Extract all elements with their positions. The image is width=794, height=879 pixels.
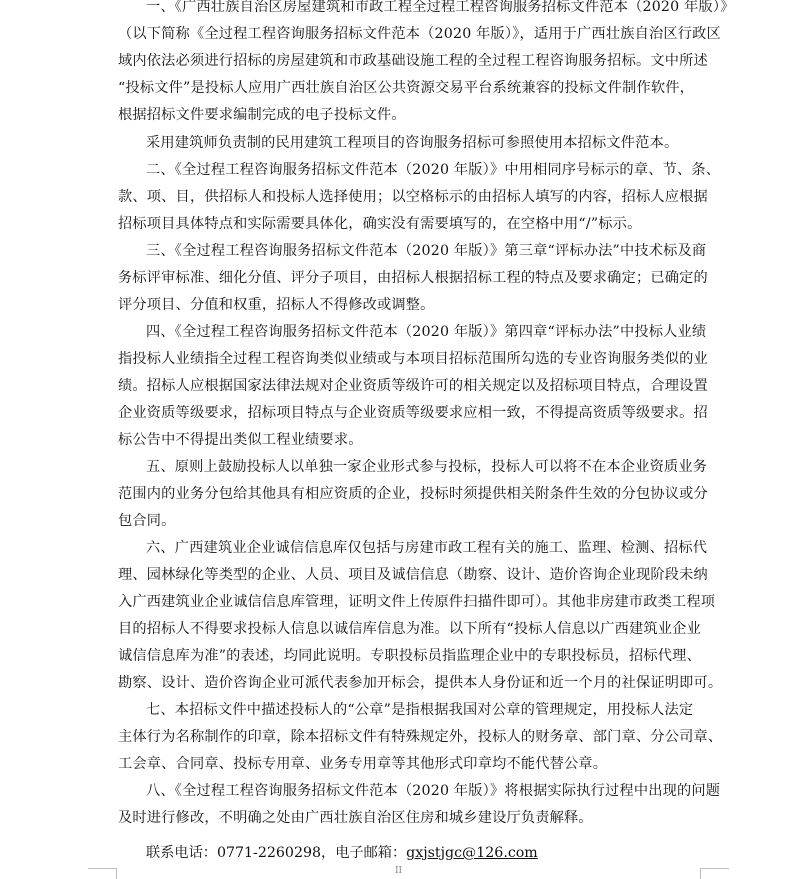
- text-line: 款、项、目，供招标人和投标人选择使用；以空格标示的由招标人填写的内容，招标人应根据: [118, 189, 708, 205]
- text-line: （以下简称《全过程工程咨询服务招标文件范本（2020 年版）》，适用于广西壮族自治区行政区: [118, 26, 721, 42]
- text-line: 目的招标人不得要求投标人信息以诚信库信息为准。以下所有“投标人信息以广西建筑业企业: [118, 621, 701, 637]
- text-line: 五、原则上鼓励投标人以单独一家企业形式参与投标，投标人可以将不在本企业资质业务: [146, 459, 708, 475]
- text-line: 四、《全过程工程咨询服务招标文件范本（2020 年版）》第四章“评标办法”中投标人业绩: [146, 324, 707, 340]
- paragraph-2: [118, 130, 698, 157]
- text-line: 企业资质等级要求，招标项目特点与企业资质等级要求应相一致，不得提高资质等级要求。招: [118, 405, 708, 421]
- text-line: 工会章、合同章、投标专用章、业务专用章等其他形式印章均不能代替公章。: [118, 756, 608, 772]
- text-line: 七、本招标文件中描述投标人的“公章”是指根据我国对公章的管理规定，用投标人法定: [146, 702, 694, 718]
- text-line: 诚信信息库为准”的表述，均同此说明。专职投标员指监理企业中的专职投标员，招标代理、: [118, 648, 701, 664]
- text-line: 二、《全过程工程咨询服务招标文件范本（2020 年版）》中用相同序号标示的章、节、条、: [146, 162, 721, 178]
- contact-phone-label: 联系电话：0771-2260298，电子邮箱：: [146, 845, 407, 861]
- text-line: 主体行为名称制作的印章，除本招标文件有特殊规定外，投标人的财务章、部门章、分公司章、: [118, 729, 723, 745]
- text-line: “投标文件”是投标人应用广西壮族自治区公共资源交易平台系统兼容的投标文件制作软件，: [118, 80, 695, 96]
- text-line: 务标评审标准、细化分值、评分子项目，由招标人根据招标工程的特点及要求确定；已确定的: [118, 270, 708, 286]
- text-line: 域内依法必须进行招标的房屋建筑和市政基础设施工程的全过程工程咨询服务招标。文中所述: [118, 53, 708, 69]
- text-line: 入广西建筑业企业诚信信息库管理，证明文件上传原件扫描件即可）。其他非房建市政类工程项: [118, 594, 716, 610]
- text-line: 招标项目具体特点和实际需要具体化，确实没有需要填写的，在空格中用“/”标示。: [118, 216, 642, 232]
- text-line: 包合同。: [118, 513, 176, 529]
- text-line: 一、《广西壮族自治区房屋建筑和市政工程全过程工程咨询服务招标文件范本（2020 年版）》: [146, 0, 735, 15]
- text-line: 绩。招标人应根据国家法律法规对企业资质等级许可的相关规定以及招标项目特点，合理设置: [118, 378, 708, 394]
- paragraph-4: [118, 238, 708, 319]
- text-line: 八、《全过程工程咨询服务招标文件范本（2020 年版）》将根据实际执行过程中出现的问题: [146, 783, 721, 799]
- page-corner-mark-right: [700, 868, 729, 879]
- text-line: 标公告中不得提出类似工程业绩要求。: [118, 432, 363, 448]
- text-line: 六、广西建筑业企业诚信信息库仅包括与房建市政工程有关的施工、监理、检测、招标代: [146, 540, 708, 556]
- text-line: 评分项目、分值和权重，招标人不得修改或调整。: [118, 297, 435, 313]
- text-line: 理、园林绿化等类型的企业、人员、项目及诚信信息（勘察、设计、造价咨询企业现阶段未纳: [118, 567, 708, 583]
- paragraph-8: [118, 697, 723, 778]
- paragraph-1: [118, 0, 735, 129]
- paragraph-7: [118, 535, 723, 697]
- paragraph-5: [118, 319, 708, 454]
- paragraph-9: [118, 778, 721, 832]
- contact-info: [146, 840, 538, 867]
- page-footer-mark: II: [395, 866, 403, 876]
- text-line: 采用建筑师负责制的民用建筑工程项目的咨询服务招标可参照使用本招标文件范本。: [146, 135, 679, 151]
- paragraph-6: [118, 454, 708, 535]
- text-line: 及时进行修改，不明确之处由广西壮族自治区住房和城乡建设厅负责解释。: [118, 810, 593, 826]
- paragraph-3: [118, 157, 721, 238]
- text-line: 指投标人业绩指全过程工程咨询类似业绩或与本项目招标范围所勾选的专业咨询服务类似的业: [118, 351, 708, 367]
- text-line: 三、《全过程工程咨询服务招标文件范本（2020 年版）》第三章“评标办法”中技术标及商: [146, 243, 707, 259]
- email-link[interactable]: gxjstjgc@126.com: [406, 845, 538, 861]
- text-line: 勘察、设计、造价咨询企业可派代表参加开标会，提供本人身份证和近一个月的社保证明即可。: [118, 675, 723, 691]
- page-corner-mark-left: [88, 868, 117, 879]
- text-line: 根据招标文件要求编制完成的电子投标文件。: [118, 107, 406, 123]
- text-line: 范围内的业务分包给其他具有相应资质的企业，投标时须提供相关附条件生效的分包协议或分: [118, 486, 708, 502]
